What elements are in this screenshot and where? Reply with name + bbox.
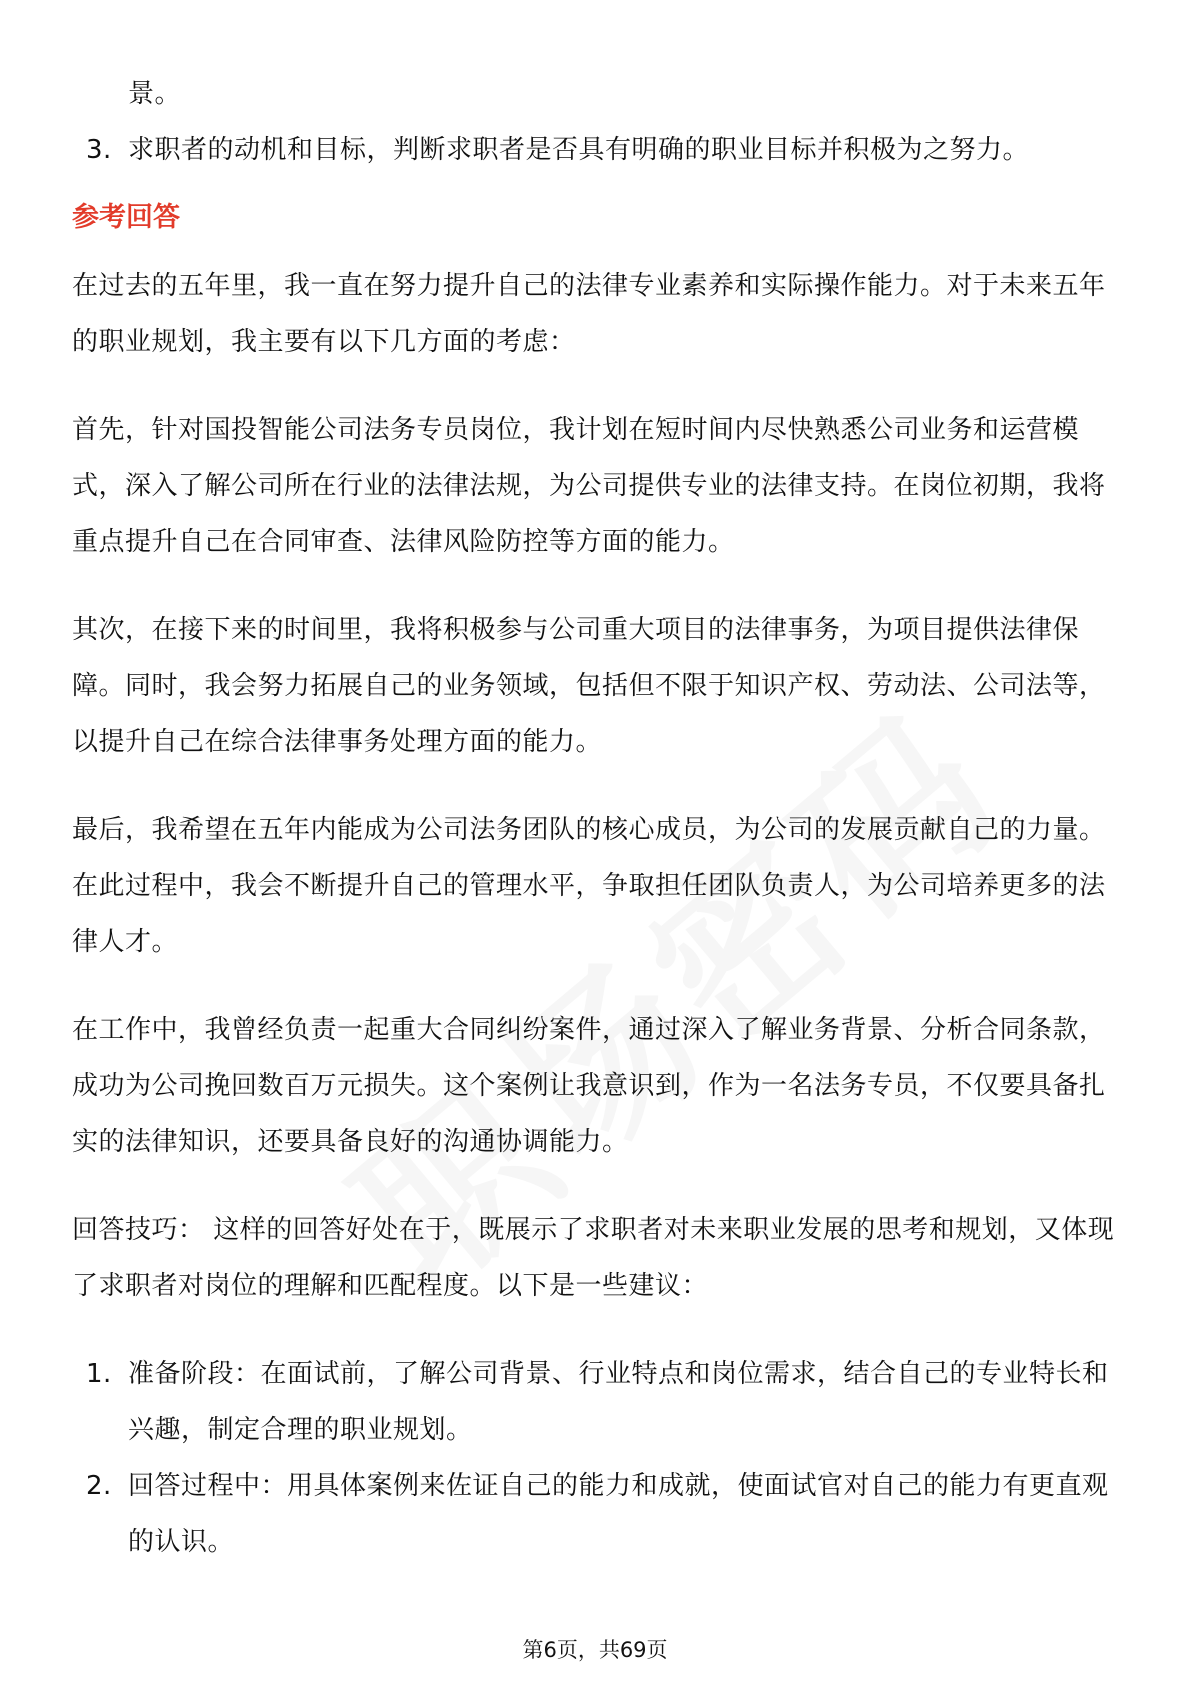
list-item-number: 1. (86, 1359, 112, 1389)
page-footer: 第6页，共69页 (522, 1638, 668, 1662)
paragraph-intro: 在过去的五年里，我一直在努力提升自己的法律专业素养和实际操作能力。对于未来五年的职业规划，我主要有以下几方面的考虑： (72, 271, 1106, 357)
page-content (72, 66, 1118, 1570)
tip-item-2 (72, 1458, 1118, 1570)
list-item-text: 回答过程中：用具体案例来佐证自己的能力和成就，使面试官对自己的能力有更直观的认识。 (128, 1471, 1109, 1557)
list-item-continuation (72, 66, 1118, 122)
list-item-text: 准备阶段：在面试前，了解公司背景、行业特点和岗位需求，结合自己的专业特长和兴趣，制定合理的职业规划。 (128, 1359, 1109, 1445)
section-heading: 参考回答 (72, 202, 180, 233)
list-item-text: 景。 (128, 79, 182, 109)
list-item-text: 求职者的动机和目标，判断求职者是否具有明确的职业目标并积极为之努力。 (128, 135, 1030, 165)
paragraph-case: 在工作中，我曾经负责一起重大合同纠纷案件，通过深入了解业务背景、分析合同条款，成功为公司挽回数百万元损失。这个案例让我意识到，作为一名法务专员，不仅要具备扎实的法律知识，还要具备良好的沟通协调能力。 (72, 1015, 1106, 1157)
paragraph-tips-intro: 回答技巧： 这样的回答好处在于，既展示了求职者对未来职业发展的思考和规划，又体现了求职者对岗位的理解和匹配程度。以下是一些建议： (72, 1215, 1115, 1301)
paragraph-second: 其次，在接下来的时间里，我将积极参与公司重大项目的法律事务，为项目提供法律保障。同时，我会努力拓展自己的业务领域，包括但不限于知识产权、劳动法、公司法等，以提升自己在综合法律事务处理方面的能力。 (72, 615, 1106, 757)
list-item-number: 2. (86, 1471, 112, 1501)
paragraph-first: 首先，针对国投智能公司法务专员岗位，我计划在短时间内尽快熟悉公司业务和运营模式，深入了解公司所在行业的法律法规，为公司提供专业的法律支持。在岗位初期，我将重点提升自己在合同审查、法律风险防控等方面的能力。 (72, 415, 1106, 557)
paragraph-last: 最后，我希望在五年内能成为公司法务团队的核心成员，为公司的发展贡献自己的力量。在此过程中，我会不断提升自己的管理水平，争取担任团队负责人，为公司培养更多的法律人才。 (72, 815, 1106, 957)
list-item-3 (72, 122, 1118, 178)
list-item-number: 3. (86, 135, 112, 165)
tip-item-1 (72, 1346, 1118, 1458)
